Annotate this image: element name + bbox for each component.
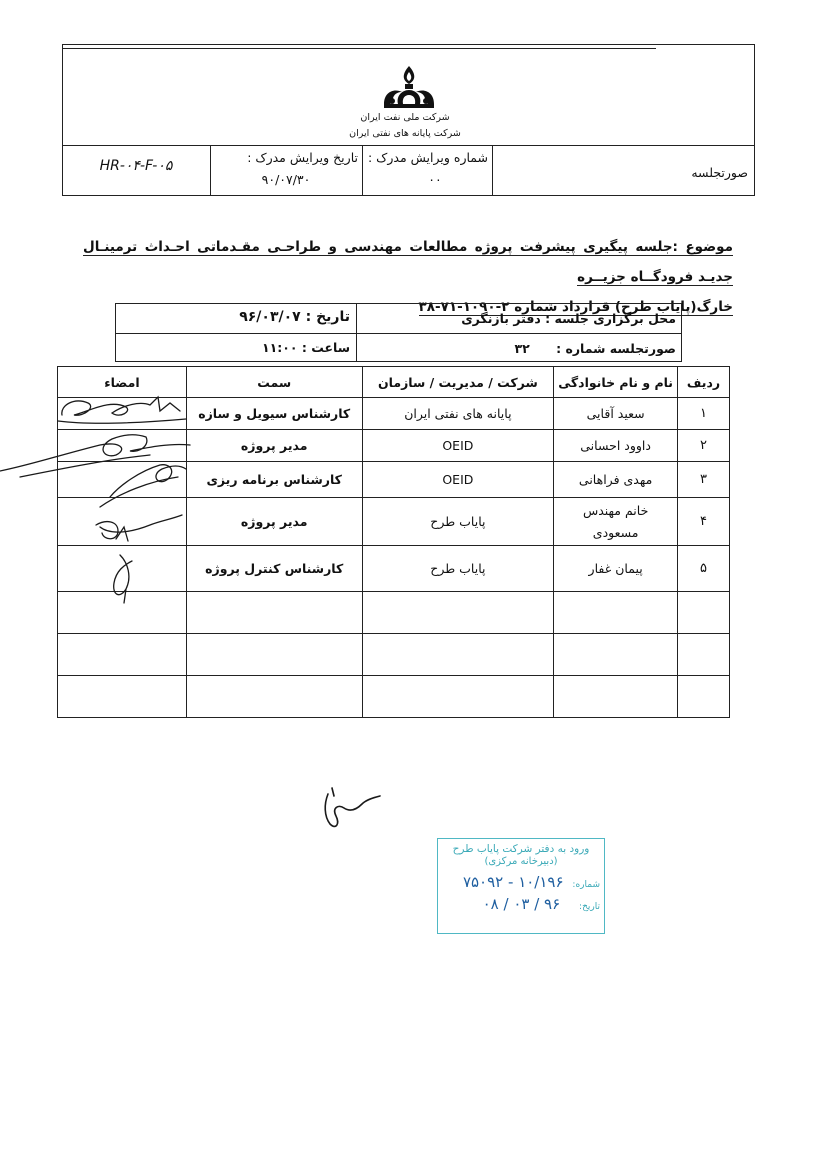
table-row-empty (58, 676, 730, 718)
meeting-time-value: ۱۱:۰۰ (262, 340, 298, 355)
attendee-name: مهدی فراهانی (554, 462, 678, 498)
subject-line-1: موضوع :جلسه پیگیری پیشرفت پروژه مطالعات مهندسی و طراحـی مقـدماتی احـداث ترمینـال جدیـد فرودگــاه جزیــره (83, 239, 733, 285)
meeting-number-label: صورتجلسه شماره : (556, 341, 676, 356)
stamp-subtitle: (دبیرخانه مرکزی) (484, 856, 558, 867)
stamp-date-row (438, 895, 600, 913)
attendee-company: OEID (362, 462, 554, 498)
stamp-date-label: تاریخ: (579, 902, 600, 912)
attendee-name: سعید آقایی (554, 398, 678, 430)
revision-number-value: ۰۰ (428, 172, 442, 187)
table-row-empty (58, 634, 730, 676)
attendee-company: پایاب طرح (362, 546, 554, 592)
meeting-place (360, 311, 676, 326)
stamp-number-label: شماره: (572, 880, 600, 890)
revision-number-label: شماره ویرایش مدرک : (367, 150, 488, 165)
attendee-company: پایانه های نفتی ایران (362, 398, 554, 430)
header-cell-divider (492, 145, 493, 196)
info-box-divider (356, 303, 357, 362)
col-header-row-no: ردیف (678, 367, 730, 398)
attendee-position: مدیر پروژه (186, 430, 362, 462)
meeting-date-label: تاریخ : (305, 309, 350, 325)
stamp-number-row (438, 873, 600, 891)
attendee-position: کارشناس برنامه ریزی (186, 462, 362, 498)
header-top-rule (62, 48, 656, 49)
meeting-place-label: محل برگزاری جلسه : (545, 311, 676, 326)
col-header-name: نام و نام خانوادگی (554, 367, 678, 398)
company-name-secondary: شرکت پایانه های نفتی ایران (349, 128, 461, 139)
nioc-logo-icon (380, 64, 438, 110)
meeting-number (360, 341, 676, 356)
revision-date-label: تاریخ ویرایش مدرک : (247, 150, 358, 165)
meeting-date (120, 309, 350, 325)
col-header-company: شرکت / مدیریت / سازمان (362, 367, 554, 398)
meeting-place-value: دفتر بازنگری (461, 311, 541, 326)
attendee-position: مدیر پروژه (186, 498, 362, 546)
row-number: ۳ (678, 462, 730, 498)
attendee-name: خانم مهندس مسعودی (554, 498, 678, 546)
info-box-divider (115, 333, 682, 334)
attendee-company: OEID (362, 430, 554, 462)
header-divider (62, 145, 755, 146)
col-header-signature: امضاء (58, 367, 187, 398)
signatures-icon (0, 385, 210, 615)
row-number: ۵ (678, 546, 730, 592)
document-code: HR-۰۴-F-۰۵ (99, 158, 173, 174)
meeting-time (120, 340, 350, 355)
attendee-company: پایاب طرح (362, 498, 554, 546)
attendee-name: پیمان غفار (554, 546, 678, 592)
stamp-title: ورود به دفتر شرکت پایاب طرح (452, 843, 590, 855)
registration-stamp (437, 838, 605, 934)
attendee-name: داوود احسانی (554, 430, 678, 462)
row-number: ۴ (678, 498, 730, 546)
doc-type-label: صورتجلسه (691, 165, 748, 180)
col-header-position: سمت (186, 367, 362, 398)
attendee-position: کارشناس کنترل پروژه (186, 546, 362, 592)
meeting-time-label: ساعت : (301, 340, 350, 355)
meeting-date-value: ۹۶/۰۳/۰۷ (239, 309, 301, 325)
row-number: ۲ (678, 430, 730, 462)
revision-date-value: ۹۰/۰۷/۳۰ (261, 172, 311, 187)
initials-signature-icon (310, 780, 390, 840)
stamp-date-value: ۹۶ / ۰۳ / ۰۸ (482, 895, 561, 913)
company-name-primary: شرکت ملی نفت ایران (360, 112, 450, 123)
row-number: ۱ (678, 398, 730, 430)
attendee-position: کارشناس سیویل و سازه (186, 398, 362, 430)
header-cell-divider (362, 145, 363, 196)
subject-line-2: خارگ(پایاب طرح) قرارداد شماره ۲-۱۰۹۰-۷۱-۳۸ (418, 299, 733, 315)
header-cell-divider (210, 145, 211, 196)
meeting-number-value: ۳۲ (514, 341, 530, 356)
stamp-number-value: ۱۰/۱۹۶ - ۷۵۰۹۲ (462, 873, 564, 891)
